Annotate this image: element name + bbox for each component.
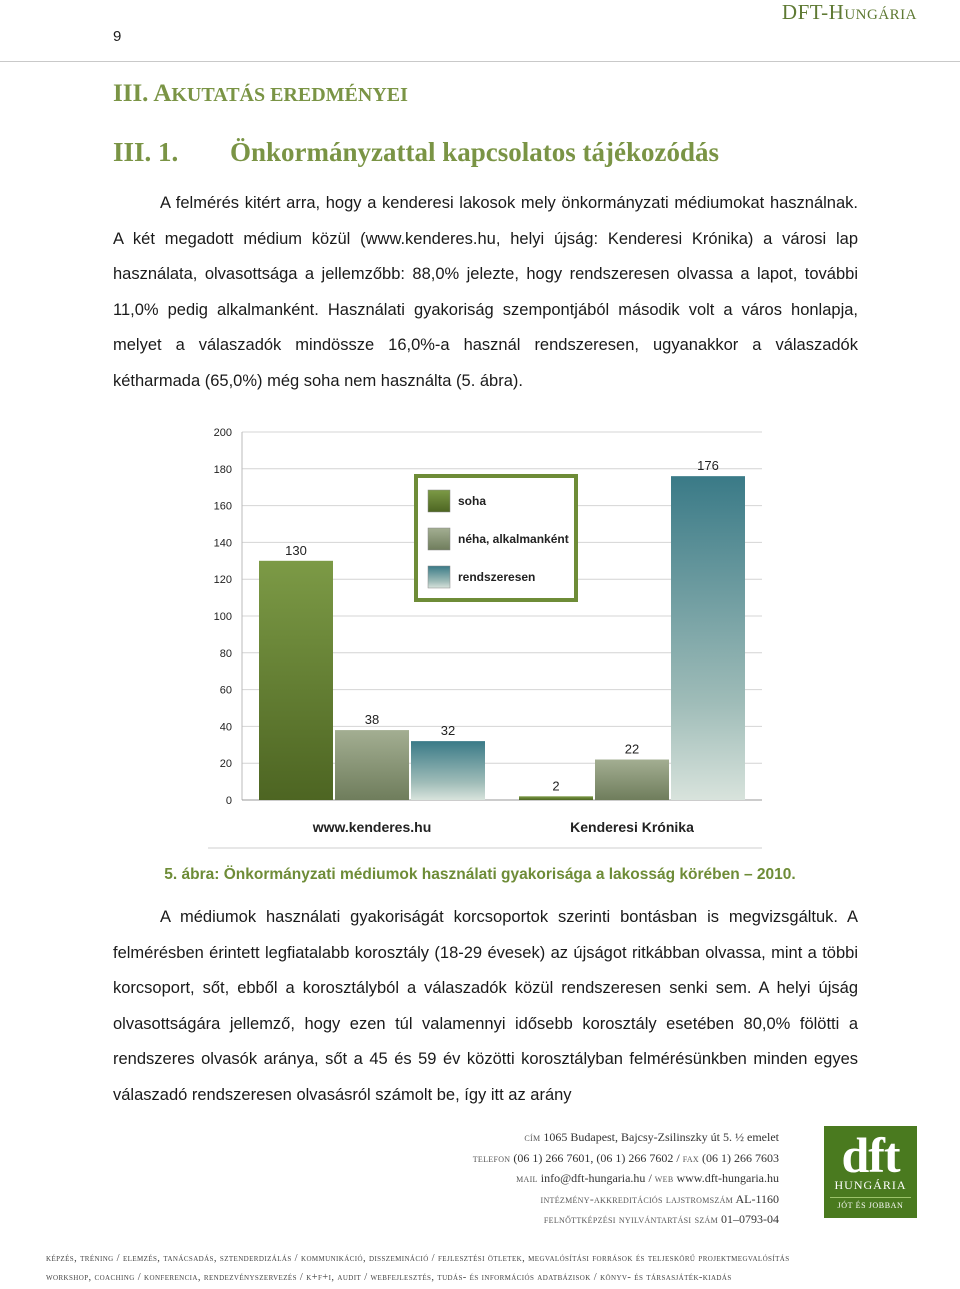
data-label: 32 (440, 723, 456, 739)
address-value: 1065 Budapest, Bajcsy-Zsilinszky út 5. ½ emelet (543, 1130, 779, 1144)
address-label: cím (524, 1132, 541, 1144)
contact-accreditation-row (473, 1190, 779, 1211)
section-heading-first: A (153, 80, 172, 107)
footer-services-line-1: képzés, tréning / elemzés, tanácsadás, sztenderdizálás / kommunikáció, disszemináció / fejlesztési ötletek, megvalósítási források és teljeskörű projektmegvalósítás (46, 1253, 790, 1264)
separator: / (648, 1171, 652, 1185)
brand-name: DFT-Hungária (781, 0, 917, 24)
y-tick-label: 20 (219, 758, 232, 771)
section-heading-number: III. (113, 80, 149, 107)
contact-block (473, 1128, 779, 1231)
category-label: Kenderesi Krónika (570, 819, 694, 835)
bar (335, 730, 409, 800)
chart-legend (416, 476, 576, 600)
phone-value: (06 1) 266 7601, (06 1) 266 7602 (513, 1150, 674, 1165)
figure-caption: 5. ábra: Önkormányzati médiumok használati gyakorisága a lakosság körében – 2010. (164, 866, 796, 883)
contact-address-row (473, 1128, 779, 1149)
mail-value[interactable]: info@dft-hungaria.hu (540, 1171, 646, 1185)
data-label: 130 (285, 542, 307, 558)
logo-slogan: JÓT ÉS JOBBAN (830, 1197, 911, 1210)
legend-label: rendszeresen (458, 570, 536, 584)
separator: / (676, 1150, 680, 1165)
data-label: 2 (552, 778, 560, 794)
y-tick-label: 140 (213, 537, 232, 550)
mail-label: mail (516, 1173, 538, 1185)
y-tick-label: 180 (213, 463, 232, 476)
header-divider (0, 61, 960, 62)
registry-label: felnőttképzési nyilvántartási szám (543, 1214, 718, 1226)
paragraph-age-groups-text: A médiumok használati gyakoriságát korcsoportok szerinti bontásban is megvizsgáltuk. A felmérésben érintett legfiatalabb korosztály (18-29 évesek) az újságot ritkábban olvassa, mint a többi korcsoport, sőt, ebből a korosztályból a válaszadók közül rendszeresen senki sem. A helyi újság olvasottságára jellemző, hogy ezen túl valamennyi idősebb korosztály esetében 80,0% fölötti a rendszeres olvasók aránya, sőt a 45 és 59 év közötti korosztályban felmérésünkben minden egyes válaszadó rendszeresen olvasásról számolt be, így itt az arány (113, 908, 858, 1104)
phone-label: telefon (472, 1152, 511, 1165)
web-value[interactable]: www.dft-hungaria.hu (676, 1171, 779, 1185)
paragraph-age-groups (113, 900, 858, 1113)
section-heading (113, 80, 408, 108)
contact-mail-row (473, 1169, 779, 1190)
data-label: 38 (364, 712, 380, 728)
data-label: 22 (624, 741, 640, 757)
subsection-heading (113, 137, 719, 168)
bar (259, 561, 333, 800)
chart-x-axis (208, 819, 762, 848)
subsection-title: Önkormányzattal kapcsolatos tájékozódás (230, 137, 720, 167)
bar-chart-svg (200, 420, 780, 850)
y-tick-label: 100 (213, 611, 232, 623)
subsection-number: III. 1. (113, 137, 179, 167)
y-tick-label: 60 (219, 684, 232, 697)
logo-mark: dft (841, 1127, 900, 1183)
accreditation-value: AL-1160 (735, 1191, 779, 1206)
y-tick-label: 40 (219, 721, 232, 734)
legend-swatch (428, 566, 450, 588)
legend-swatch (428, 528, 450, 550)
bar (595, 760, 669, 800)
accreditation-label: intézmény-akkreditációs lajstromszám (540, 1193, 734, 1206)
bar (671, 476, 745, 800)
contact-phone-row (473, 1149, 779, 1170)
page-number: 9 (113, 28, 122, 45)
bar-chart (200, 420, 780, 850)
footer-services-line-2: workshop, coaching / konferencia, rendezvényszervezés / k+f+i, audit / webfejlesztés, tudás- és információs adatbázisok / könyv- és társasjáték-kiadás (46, 1272, 732, 1283)
legend-label: néha, alkalmanként (458, 532, 569, 546)
fax-value: (06 1) 266 7603 (702, 1150, 779, 1165)
dft-logo (824, 1126, 917, 1218)
paragraph-intro-text: A felmérés kitért arra, hogy a kenderesi lakosok mely önkormányzati médiumokat használnak. A két megadott médium közül (www.kenderes.hu, helyi újság: Kenderesi Krónika) a városi lap használata, olvasottsága a jellemzőbb: 88,0% jelezte, hogy rendszeresen olvassa a lapot, további 11,0% pedig alkalmanként. Használati gyakoriság szempontjából második volt a város honlapja, melyet a válaszadók mindössze 16,0%-a használ rendszeresen, ugyanakkor a válaszadók kétharmada (65,0%) még soha nem használta (5. ábra). (113, 194, 858, 390)
bar (411, 741, 485, 800)
registry-value: 01–0793-04 (721, 1212, 779, 1226)
y-tick-label: 160 (213, 500, 232, 513)
category-label: www.kenderes.hu (312, 819, 432, 835)
legend-swatch (428, 490, 450, 512)
y-tick-label: 0 (225, 795, 232, 807)
y-tick-label: 120 (213, 574, 232, 587)
y-tick-label: 200 (213, 427, 232, 439)
contact-registry-row (473, 1210, 779, 1231)
logo-name: HUNGÁRIA (834, 1178, 907, 1192)
paragraph-intro (113, 186, 858, 399)
fax-label: fax (682, 1152, 699, 1165)
bar (519, 796, 593, 800)
section-heading-rest: KUTATÁS EREDMÉNYEI (171, 84, 408, 106)
legend-label: soha (458, 494, 487, 508)
web-label: web (654, 1173, 674, 1185)
y-tick-label: 80 (219, 647, 232, 660)
data-label: 176 (697, 458, 719, 474)
